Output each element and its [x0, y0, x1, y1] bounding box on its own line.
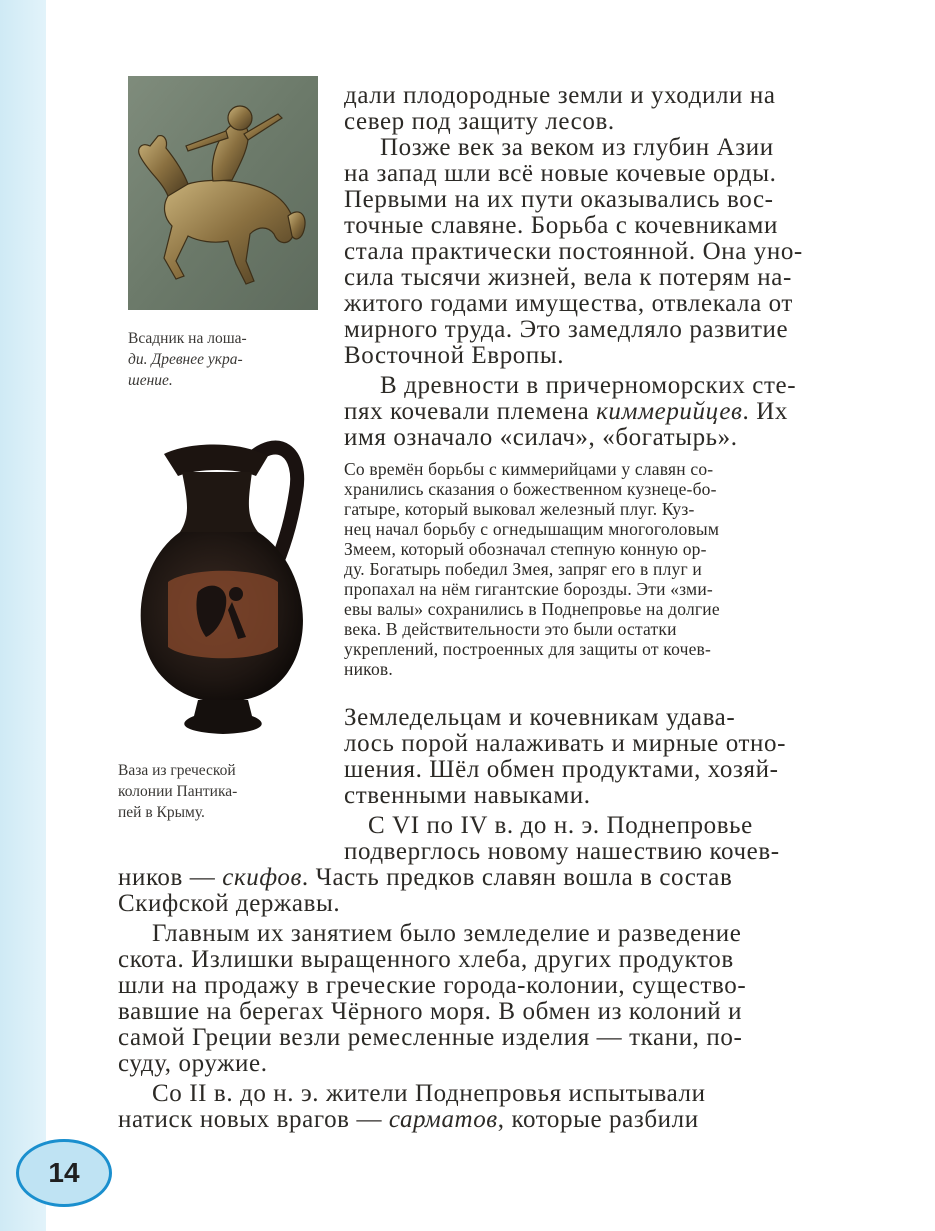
text-line: вавшие на берегах Чёрного моря. В обмен из колоний и — [118, 998, 743, 1025]
text-segment: , которые разбили — [497, 1106, 699, 1133]
text-segment: натиск новых врагов — — [118, 1106, 389, 1133]
horseman-caption — [128, 328, 328, 391]
term-cimmerians: киммерийцев — [596, 398, 743, 425]
text-segment: пях кочевали племена — [344, 398, 597, 425]
inset-line: евы валы» сохранились в Поднепровье на долгие — [344, 599, 720, 619]
horseman-caption-line-3: шение. — [128, 372, 173, 389]
horseman-caption-line-2: ди. Древнее укра- — [128, 351, 243, 368]
text-line — [344, 398, 788, 426]
greek-vase-image — [128, 432, 318, 744]
term-scythians: скифов — [222, 864, 302, 891]
text-line: ственными навыками. — [344, 782, 591, 809]
term-sarmatians: сарматов — [388, 1106, 498, 1133]
text-line — [118, 864, 732, 892]
text-line: Восточной Европы. — [344, 342, 565, 369]
inset-line: укреплений, построенных для защиты от кочев- — [344, 639, 712, 659]
vase-caption-line-1: Ваза из греческой — [118, 762, 236, 779]
text-line: Главным их занятием было земледелие и разведение — [152, 920, 742, 947]
text-line: сила тысячи жизней, вела к потерям на- — [344, 264, 792, 291]
text-line: шения. Шёл обмен продуктами, хозяй- — [344, 756, 779, 783]
text-line: Позже век за веком из глубин Азии — [380, 134, 774, 161]
inset-line: пропахал на нём гигантские борозды. Эти «зми- — [344, 579, 713, 599]
text-line: Скифской державы. — [118, 890, 341, 917]
inset-line: ду. Богатырь победил Змея, запряг его в плуг и — [344, 559, 702, 579]
page-side-band — [0, 0, 46, 1231]
text-segment: ников — — [118, 864, 223, 891]
vase-caption-line-3: пей в Крыму. — [118, 804, 205, 821]
inset-line: века. В действительности это были остатки — [344, 619, 677, 639]
vase-caption — [118, 760, 328, 823]
inset-line: гатыре, который выковал железный плуг. Куз- — [344, 499, 695, 519]
text-line: подверглось новому нашествию кочев- — [344, 838, 780, 865]
text-line: житого годами имущества, отвлекала от — [344, 290, 793, 317]
text-line: имя означало «силач», «богатырь». — [344, 424, 738, 451]
text-line: лось порой налаживать и мирные отно- — [344, 730, 787, 757]
text-line: Земледельцам и кочевникам удава- — [344, 704, 736, 731]
text-line: скота. Излишки выращенного хлеба, других продуктов — [118, 946, 734, 973]
text-line: шли на продажу в греческие города-колонии, существо- — [118, 972, 747, 999]
text-line — [118, 1106, 699, 1134]
text-line: дали плодородные земли и уходили на — [344, 82, 776, 109]
inset-line: Змеем, который обозначал степную конную ор- — [344, 539, 707, 559]
inset-line: хранились сказания о божественном кузнеце-бо- — [344, 479, 717, 499]
inset-line: ников. — [344, 659, 393, 679]
text-line: суду, оружие. — [118, 1050, 268, 1077]
text-line: В древности в причерноморских сте- — [380, 372, 797, 399]
text-line: север под защиту лесов. — [344, 108, 615, 135]
inset-line: Со времён борьбы с киммерийцами у славян со- — [344, 459, 714, 479]
text-line: Со II в. до н. э. жители Поднепровья испытывали — [152, 1080, 706, 1107]
text-segment: . Их — [742, 398, 788, 425]
text-line: С VI по IV в. до н. э. Поднепровье — [368, 812, 753, 839]
inset-line: нец начал борьбу с огнедышащим многоголовым — [344, 519, 720, 539]
text-segment: . Часть предков славян вошла в состав — [301, 864, 733, 891]
text-line: на запад шли всё новые кочевые орды. — [344, 160, 777, 187]
horseman-plaque-image — [128, 76, 318, 310]
text-line: самой Греции везли ремесленные изделия — ткани, по- — [118, 1024, 743, 1051]
text-line: Первыми на их пути оказывались вос- — [344, 186, 774, 213]
text-line: стала практически постоянной. Она уно- — [344, 238, 803, 265]
text-line: мирного труда. Это замедляло развитие — [344, 316, 789, 343]
page-number-badge: 14 — [16, 1139, 112, 1207]
text-line: точные славяне. Борьба с кочевниками — [344, 212, 778, 239]
vase-caption-line-2: колонии Пантика- — [118, 783, 238, 800]
horseman-caption-line-1: Всадник на лоша- — [128, 330, 247, 347]
